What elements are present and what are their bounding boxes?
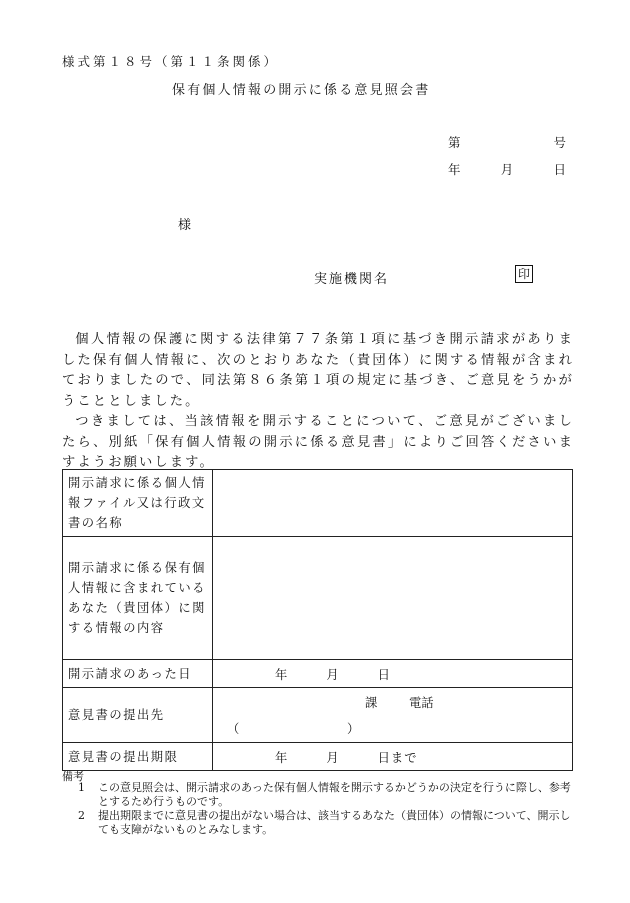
table-row-request-date bbox=[63, 660, 573, 688]
remark-item bbox=[78, 809, 573, 837]
paren-open: （ bbox=[227, 722, 240, 736]
file-name-value[interactable] bbox=[213, 470, 573, 537]
table-row-info-content bbox=[63, 537, 573, 660]
table-row-deadline bbox=[63, 743, 573, 771]
deadline-month: 月 bbox=[326, 750, 340, 765]
date-month: 月 bbox=[500, 162, 514, 177]
remark-text: 提出期限までに意見書の提出がない場合は、該当するあなた（貴団体）の情報について、開示しても支障がないものとみなします。 bbox=[98, 809, 571, 836]
document-title: 保有個人情報の開示に係る意見照会書 bbox=[172, 83, 431, 98]
table-row-submit-to bbox=[63, 688, 573, 743]
remark-number: 1 bbox=[78, 781, 85, 794]
body-text bbox=[62, 330, 574, 474]
seal-mark: 印 bbox=[515, 265, 533, 283]
remarks-heading: 備考 bbox=[62, 770, 84, 783]
agency-name-label: 実施機関名 bbox=[314, 272, 390, 287]
document-number-line bbox=[448, 133, 566, 151]
remark-text: この意見照会は、開示請求のあった保有個人情報を開示するかどうかの決定を行うに際し、参考とするため行うものです。 bbox=[98, 781, 571, 808]
deadline-day: 日まで bbox=[377, 750, 418, 765]
inquiry-table bbox=[62, 469, 573, 771]
remarks-list bbox=[78, 781, 573, 837]
form-id: 様式第１８号（第１１条関係） bbox=[62, 54, 280, 69]
info-content-label: 開示請求に係る保有個人情報に含まれているあなた（貴団体）に関する情報の内容 bbox=[63, 537, 213, 660]
addressee-honorific: 様 bbox=[178, 218, 192, 233]
deadline-value[interactable] bbox=[213, 743, 573, 771]
phone-label: 電話 bbox=[409, 696, 434, 710]
deadline-year: 年 bbox=[275, 750, 289, 765]
number-suffix: 号 bbox=[553, 135, 566, 150]
paren-close: ） bbox=[347, 722, 360, 736]
request-date-day: 日 bbox=[377, 667, 391, 682]
table-row-file-name bbox=[63, 470, 573, 537]
request-date-month: 月 bbox=[326, 667, 340, 682]
info-content-value[interactable] bbox=[213, 537, 573, 660]
file-name-label: 開示請求に係る個人情報ファイル又は行政文書の名称 bbox=[63, 470, 213, 537]
body-paragraph-1: 個人情報の保護に関する法律第７７条第１項に基づき開示請求がありました保有個人情報に、次のとおりあなた（貴団体）に関する情報が含まれておりましたので、同法第８６条第１項の規定に基づき、ご意見をうかがうこととしました。 bbox=[62, 332, 574, 409]
body-paragraph-2: つきましては、当該情報を開示することについて、ご意見がございましたら、別紙「保有個人情報の開示に係る意見書」によりご回答くださいますようお願いします。 bbox=[62, 414, 574, 470]
request-date-year: 年 bbox=[275, 667, 289, 682]
remark-item bbox=[78, 781, 573, 809]
request-date-value[interactable] bbox=[213, 660, 573, 688]
date-year: 年 bbox=[448, 162, 461, 177]
deadline-label: 意見書の提出期限 bbox=[63, 743, 213, 771]
request-date-label: 開示請求のあった日 bbox=[63, 660, 213, 688]
document-date-line bbox=[448, 160, 566, 178]
submit-to-value[interactable] bbox=[213, 688, 573, 743]
submit-to-label: 意見書の提出先 bbox=[63, 688, 213, 743]
number-prefix: 第 bbox=[448, 135, 461, 150]
date-day: 日 bbox=[553, 162, 566, 177]
remark-number: 2 bbox=[78, 809, 85, 822]
section-label: 課 bbox=[365, 696, 378, 710]
